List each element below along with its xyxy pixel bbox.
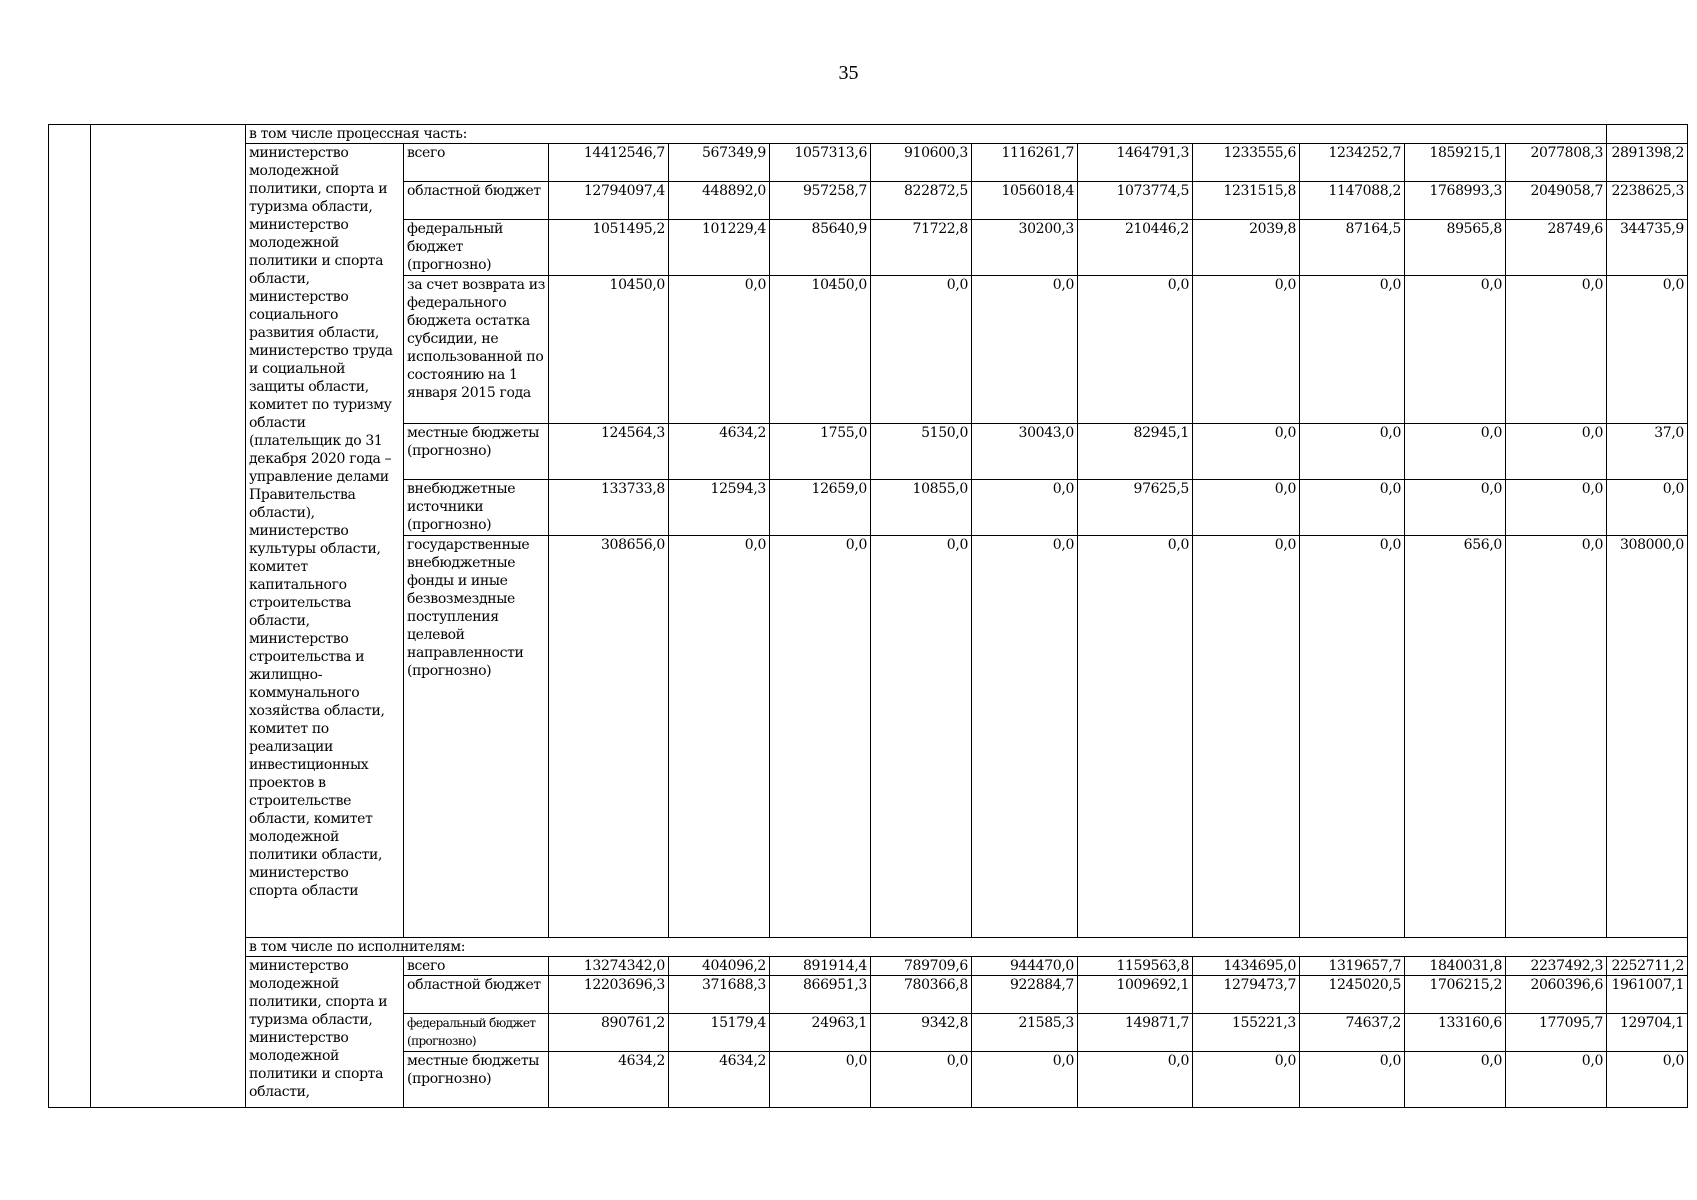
value-cell: 0,0 [1300,536,1405,938]
executor-cell: министерство молодежной политики, спорта и туризма области, министерство молодежной политики и спорта области, министерство социального развития области, министерство труда и социальной защиты области, комитет по туризму области (плательщик до 31 декабря 2020 года – управление делами Правительства области), министерство культуры области, комитет капитального строительства области, министерство строительства и жилищно-коммунального хозяйства области, комитет по реализации инвестиционных проектов в строительстве области, комитет молодежной политики области, министерство спорта области [246,144,404,938]
value-cell: 0,0 [1078,1052,1193,1108]
value-cell: 30200,3 [972,220,1078,276]
value-cell: 822872,5 [871,182,972,220]
value-cell: 789709,6 [871,957,972,976]
value-cell: 1159563,8 [1078,957,1193,976]
value-cell: 74637,2 [1300,1014,1405,1052]
value-cell: 1116261,7 [972,144,1078,182]
value-cell: 0,0 [871,1052,972,1108]
value-cell: 1234252,7 [1300,144,1405,182]
value-cell: 0,0 [1078,276,1193,424]
value-cell: 12659,0 [770,480,871,536]
value-cell: 0,0 [972,536,1078,938]
value-cell: 155221,3 [1193,1014,1300,1052]
value-cell: 308656,0 [549,536,669,938]
value-cell: 1245020,5 [1300,976,1405,1014]
value-cell: 1231515,8 [1193,182,1300,220]
value-cell: 0,0 [1506,536,1607,938]
empty-col-2 [91,125,246,1108]
value-cell: 133733,8 [549,480,669,536]
value-cell: 37,0 [1607,424,1688,480]
value-cell: 0,0 [1078,536,1193,938]
value-cell: 12794097,4 [549,182,669,220]
value-cell: 0,0 [1300,424,1405,480]
value-cell: 9342,8 [871,1014,972,1052]
value-cell: 1009692,1 [1078,976,1193,1014]
value-cell: 448892,0 [669,182,770,220]
value-cell: 149871,7 [1078,1014,1193,1052]
value-cell: 2238625,3 [1607,182,1688,220]
value-cell: 2077808,3 [1506,144,1607,182]
value-cell: 2237492,3 [1506,957,1607,976]
value-cell: 0,0 [871,276,972,424]
value-cell: 944470,0 [972,957,1078,976]
value-cell: 0,0 [1193,424,1300,480]
value-cell: 0,0 [871,536,972,938]
value-cell: 1233555,6 [1193,144,1300,182]
value-cell: 344735,9 [1607,220,1688,276]
value-cell: 0,0 [669,536,770,938]
row-label: федеральный бюджет (прогнозно) [404,1014,549,1052]
value-cell: 0,0 [972,276,1078,424]
value-cell: 0,0 [1405,1052,1506,1108]
value-cell: 10450,0 [549,276,669,424]
value-cell: 13274342,0 [549,957,669,976]
value-cell: 177095,7 [1506,1014,1607,1052]
value-cell: 10855,0 [871,480,972,536]
row-label: государственные внебюджетные фонды и иные безвозмездные поступления целевой направленности (прогнозно) [404,536,549,938]
value-cell: 0,0 [1607,1052,1688,1108]
value-cell: 82945,1 [1078,424,1193,480]
value-cell: 1319657,7 [1300,957,1405,976]
value-cell: 891914,4 [770,957,871,976]
value-cell: 14412546,7 [549,144,669,182]
value-cell: 0,0 [1405,276,1506,424]
value-cell: 12594,3 [669,480,770,536]
row-label: местные бюджеты (прогнозно) [404,424,549,480]
value-cell: 87164,5 [1300,220,1405,276]
value-cell: 0,0 [770,536,871,938]
value-cell: 922884,7 [972,976,1078,1014]
value-cell: 0,0 [1193,1052,1300,1108]
row-label: областной бюджет [404,182,549,220]
budget-table [48,124,1688,1108]
value-cell: 85640,9 [770,220,871,276]
value-cell: 2039,8 [1193,220,1300,276]
value-cell: 1755,0 [770,424,871,480]
value-cell: 133160,6 [1405,1014,1506,1052]
executor-cell: министерство молодежной политики, спорта и туризма области, министерство молодежной политики и спорта области, [246,957,404,1108]
value-cell: 28749,6 [1506,220,1607,276]
value-cell: 404096,2 [669,957,770,976]
value-cell: 30043,0 [972,424,1078,480]
value-cell: 0,0 [972,480,1078,536]
value-cell: 1961007,1 [1607,976,1688,1014]
value-cell: 371688,3 [669,976,770,1014]
value-cell: 1768993,3 [1405,182,1506,220]
value-cell: 567349,9 [669,144,770,182]
value-cell: 4634,2 [549,1052,669,1108]
page-number: 35 [838,62,859,84]
value-cell: 21585,3 [972,1014,1078,1052]
value-cell: 2252711,2 [1607,957,1688,976]
value-cell: 0,0 [669,276,770,424]
section-title-executors: в том числе по исполнителям: [246,938,1688,957]
value-cell: 0,0 [1607,276,1688,424]
value-cell: 957258,7 [770,182,871,220]
value-cell: 866951,3 [770,976,871,1014]
value-cell: 1051495,2 [549,220,669,276]
value-cell: 12203696,3 [549,976,669,1014]
value-cell: 0,0 [1193,480,1300,536]
value-cell: 1464791,3 [1078,144,1193,182]
value-cell: 0,0 [972,1052,1078,1108]
value-cell: 1859215,1 [1405,144,1506,182]
value-cell: 71722,8 [871,220,972,276]
value-cell: 0,0 [1607,480,1688,536]
value-cell: 1840031,8 [1405,957,1506,976]
row-label: всего [404,957,549,976]
value-cell: 1706215,2 [1405,976,1506,1014]
value-cell: 89565,8 [1405,220,1506,276]
value-cell: 2049058,7 [1506,182,1607,220]
value-cell: 0,0 [1300,1052,1405,1108]
value-cell: 101229,4 [669,220,770,276]
value-cell: 0,0 [1506,480,1607,536]
value-cell: 1056018,4 [972,182,1078,220]
row-label: федеральный бюджет (прогнозно) [404,220,549,276]
value-cell: 4634,2 [669,424,770,480]
value-cell: 0,0 [1193,276,1300,424]
value-cell: 2891398,2 [1607,144,1688,182]
value-cell: 0,0 [1506,424,1607,480]
value-cell: 308000,0 [1607,536,1688,938]
row-label: областной бюджет [404,976,549,1014]
value-cell: 0,0 [1405,480,1506,536]
value-cell: 210446,2 [1078,220,1193,276]
value-cell: 10450,0 [770,276,871,424]
value-cell: 5150,0 [871,424,972,480]
value-cell: 0,0 [1300,276,1405,424]
value-cell: 1073774,5 [1078,182,1193,220]
value-cell: 24963,1 [770,1014,871,1052]
value-cell: 0,0 [770,1052,871,1108]
value-cell: 0,0 [1193,536,1300,938]
value-cell: 0,0 [1506,276,1607,424]
value-cell: 656,0 [1405,536,1506,938]
value-cell: 1057313,6 [770,144,871,182]
value-cell: 0,0 [1300,480,1405,536]
value-cell: 97625,5 [1078,480,1193,536]
value-cell: 0,0 [1405,424,1506,480]
value-cell: 2060396,6 [1506,976,1607,1014]
value-cell: 780366,8 [871,976,972,1014]
value-cell: 1434695,0 [1193,957,1300,976]
value-cell: 4634,2 [669,1052,770,1108]
row-label: внебюджетные источники (прогнозно) [404,480,549,536]
value-cell: 1147088,2 [1300,182,1405,220]
value-cell: 129704,1 [1607,1014,1688,1052]
value-cell: 15179,4 [669,1014,770,1052]
empty-col-1 [49,125,91,1108]
value-cell: 890761,2 [549,1014,669,1052]
section-title-process: в том числе процессная часть: [246,125,1607,144]
row-label: за счет возврата из федерального бюджета остатка субсидии, не использованной по состоянию на 1 января 2015 года [404,276,549,424]
value-cell: 1279473,7 [1193,976,1300,1014]
value-cell: 910600,3 [871,144,972,182]
row-label: местные бюджеты (прогнозно) [404,1052,549,1108]
row-label: всего [404,144,549,182]
value-cell: 124564,3 [549,424,669,480]
value-cell: 0,0 [1506,1052,1607,1108]
